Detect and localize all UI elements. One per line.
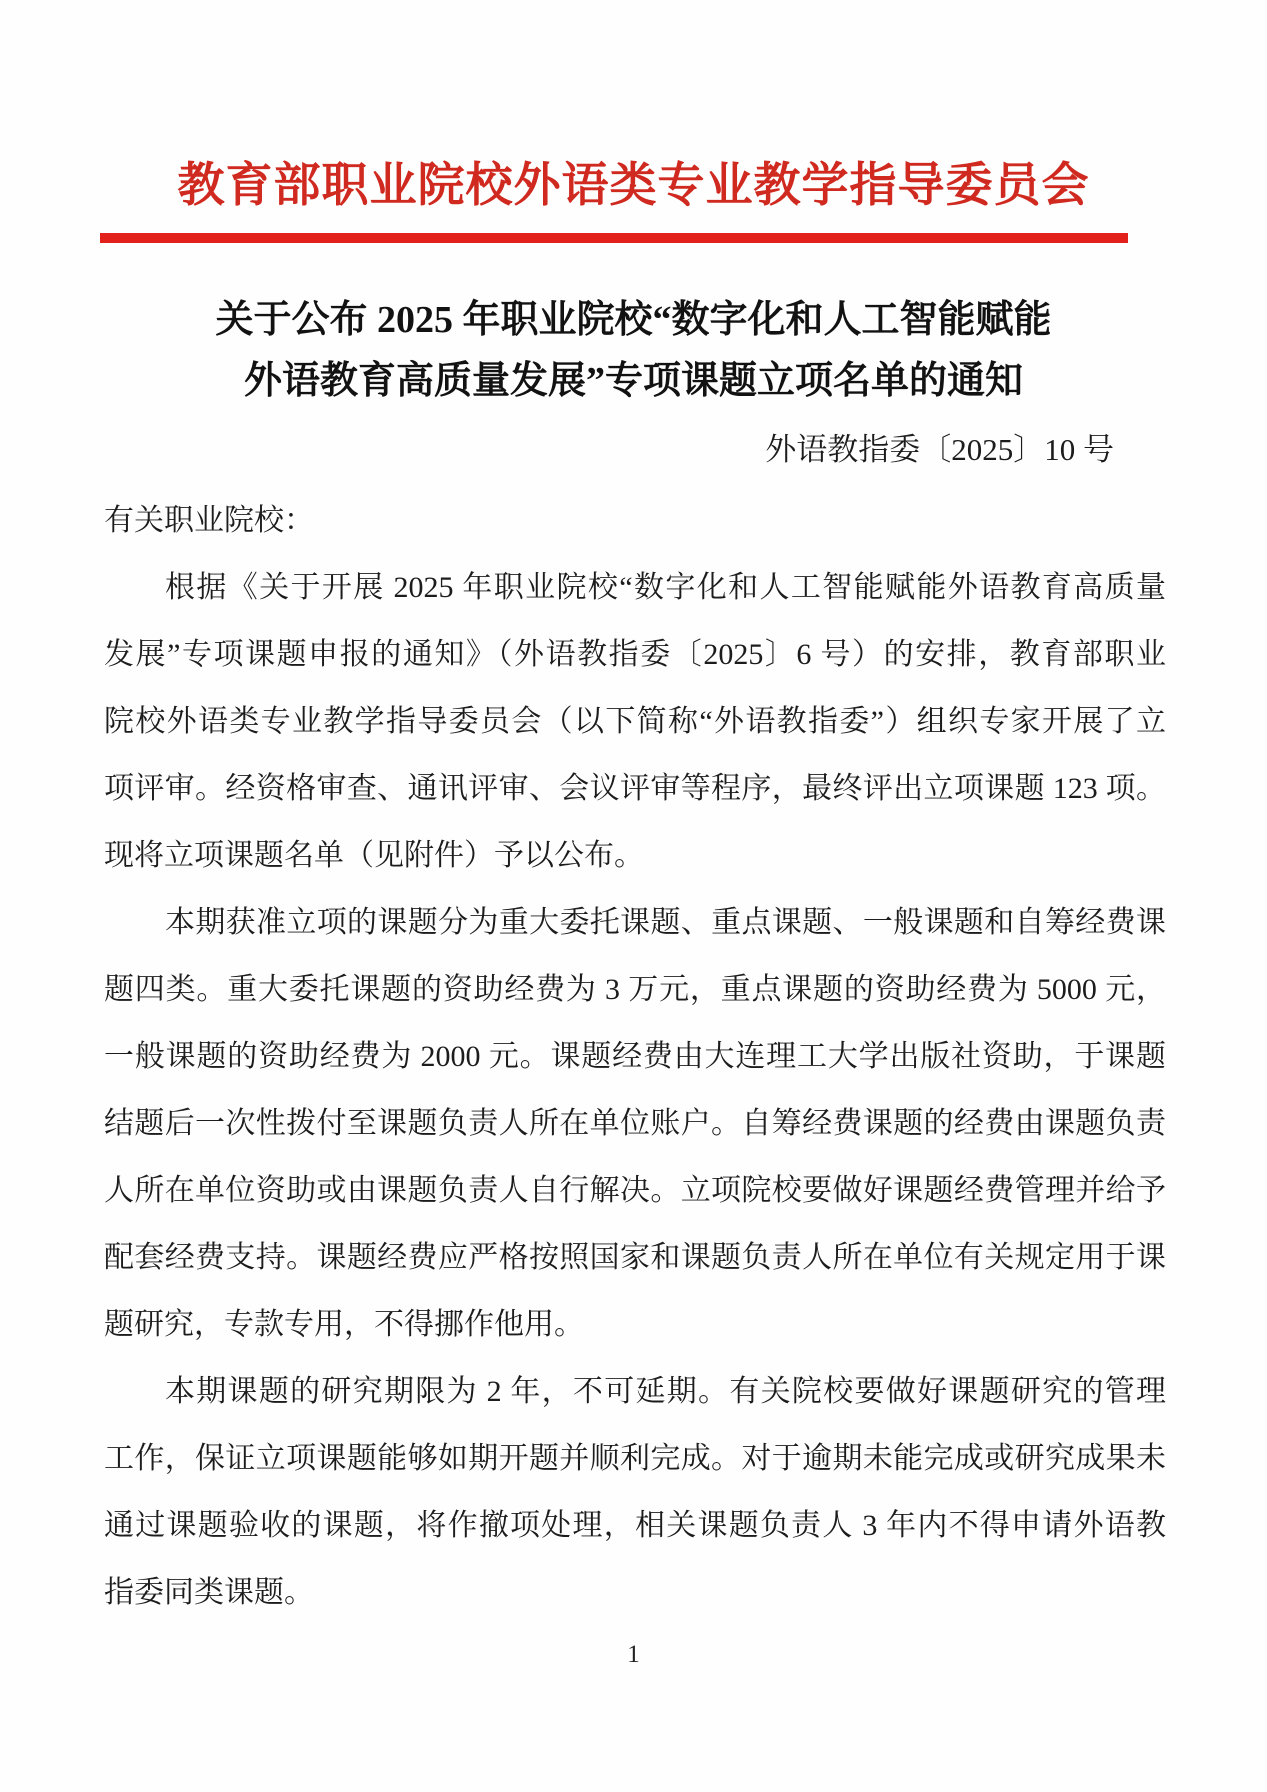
body-line: 人所在单位资助或由课题负责人自行解决。立项院校要做好课题经费管理并给予 xyxy=(104,1174,1166,1207)
notice-title-line-2: 外语教育高质量发展”专项课题立项名单的通知 xyxy=(243,360,1023,402)
notice-body xyxy=(104,487,1166,1626)
body-line: 本期获准立项的课题分为重大委托课题、重点课题、一般课题和自筹经费课 xyxy=(165,906,1166,939)
body-line: 配套经费支持。课题经费应严格按照国家和课题负责人所在单位有关规定用于课 xyxy=(104,1241,1166,1274)
body-line: 发展”专项课题申报的通知》（外语教指委〔2025〕6 号）的安排，教育部职业 xyxy=(104,638,1166,671)
body-line: 题研究，专款专用，不得挪作他用。 xyxy=(104,1308,584,1341)
header-divider-rule xyxy=(100,233,1128,243)
body-line: 通过课题验收的课题，将作撤项处理，相关课题负责人 3 年内不得申请外语教 xyxy=(104,1509,1166,1542)
document-number: 外语教指委〔2025〕10 号 xyxy=(765,432,1114,467)
body-line: 根据《关于开展 2025 年职业院校“数字化和人工智能赋能外语教育高质量 xyxy=(165,571,1166,604)
issuing-org-header: 教育部职业院校外语类专业教学指导委员会 xyxy=(177,160,1090,212)
body-line: 工作，保证立项课题能够如期开题并顺利完成。对于逾期未能完成或研究成果未 xyxy=(104,1442,1166,1475)
body-line: 结题后一次性拨付至课题负责人所在单位账户。自筹经费课题的经费由课题负责 xyxy=(104,1107,1166,1140)
body-line: 一般课题的资助经费为 2000 元。课题经费由大连理工大学出版社资助，于课题 xyxy=(104,1040,1166,1073)
page-number: 1 xyxy=(627,1641,640,1668)
body-line: 题四类。重大委托课题的资助经费为 3 万元，重点课题的资助经费为 5000 元， xyxy=(104,973,1166,1006)
body-line: 项评审。经资格审查、通讯评审、会议评审等程序，最终评出立项课题 123 项。 xyxy=(104,772,1166,805)
body-line: 本期课题的研究期限为 2 年，不可延期。有关院校要做好课题研究的管理 xyxy=(165,1375,1166,1408)
body-line: 现将立项课题名单（见附件）予以公布。 xyxy=(104,839,644,872)
body-line: 院校外语类专业教学指导委员会（以下简称“外语教指委”）组织专家开展了立 xyxy=(104,705,1166,738)
salutation: 有关职业院校： xyxy=(104,504,314,537)
notice-title-line-1: 关于公布 2025 年职业院校“数字化和人工智能赋能 xyxy=(215,299,1052,341)
body-line: 指委同类课题。 xyxy=(104,1576,314,1609)
